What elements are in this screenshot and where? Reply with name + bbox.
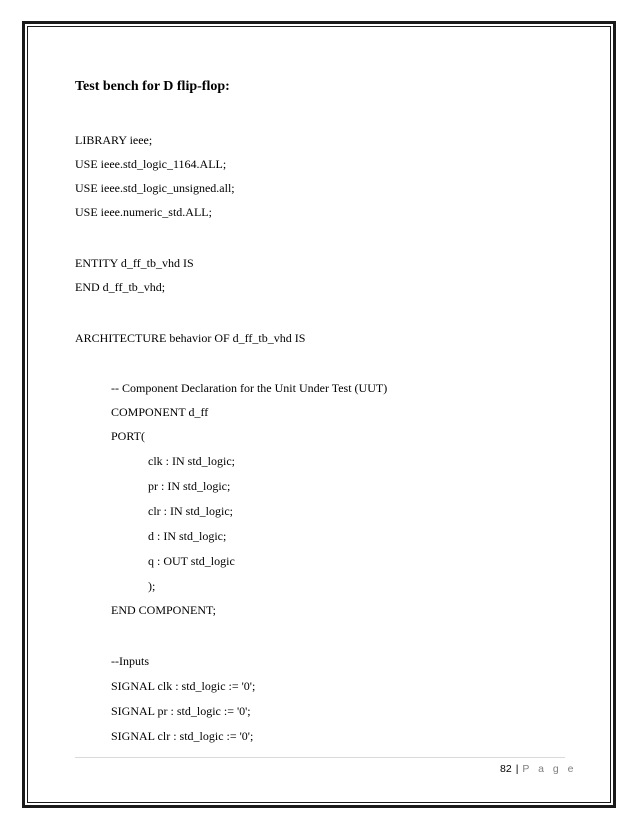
footer-divider <box>75 757 565 758</box>
code-line: COMPONENT d_ff <box>111 405 209 419</box>
code-line: ENTITY d_ff_tb_vhd IS <box>75 256 194 270</box>
code-line: --Inputs <box>111 654 149 668</box>
code-line: ); <box>148 579 156 593</box>
code-line: USE ieee.numeric_std.ALL; <box>75 205 212 219</box>
code-line: SIGNAL clk : std_logic := '0'; <box>111 679 256 693</box>
page-footer <box>500 763 577 775</box>
code-line: ARCHITECTURE behavior OF d_ff_tb_vhd IS <box>75 331 306 345</box>
code-line: q : OUT std_logic <box>148 554 235 568</box>
code-line: PORT( <box>111 429 145 443</box>
section-title: Test bench for D flip-flop: <box>75 79 230 94</box>
code-line: END COMPONENT; <box>111 603 217 617</box>
code-line: -- Component Declaration for the Unit Under Test (UUT) <box>111 381 388 395</box>
code-line: pr : IN std_logic; <box>148 479 231 493</box>
page-label: P a g e <box>522 763 577 775</box>
code-line: END d_ff_tb_vhd; <box>75 280 166 294</box>
code-line: USE ieee.std_logic_unsigned.all; <box>75 181 235 195</box>
code-line: clr : IN std_logic; <box>148 504 233 518</box>
code-line: d : IN std_logic; <box>148 529 227 543</box>
footer-separator: | <box>515 763 519 775</box>
code-line: clk : IN std_logic; <box>148 454 235 468</box>
code-line: SIGNAL clr : std_logic := '0'; <box>111 729 254 743</box>
page-number: 82 <box>500 763 512 775</box>
code-line: USE ieee.std_logic_1164.ALL; <box>75 157 227 171</box>
code-line: SIGNAL pr : std_logic := '0'; <box>111 704 251 718</box>
code-line: LIBRARY ieee; <box>75 133 153 147</box>
